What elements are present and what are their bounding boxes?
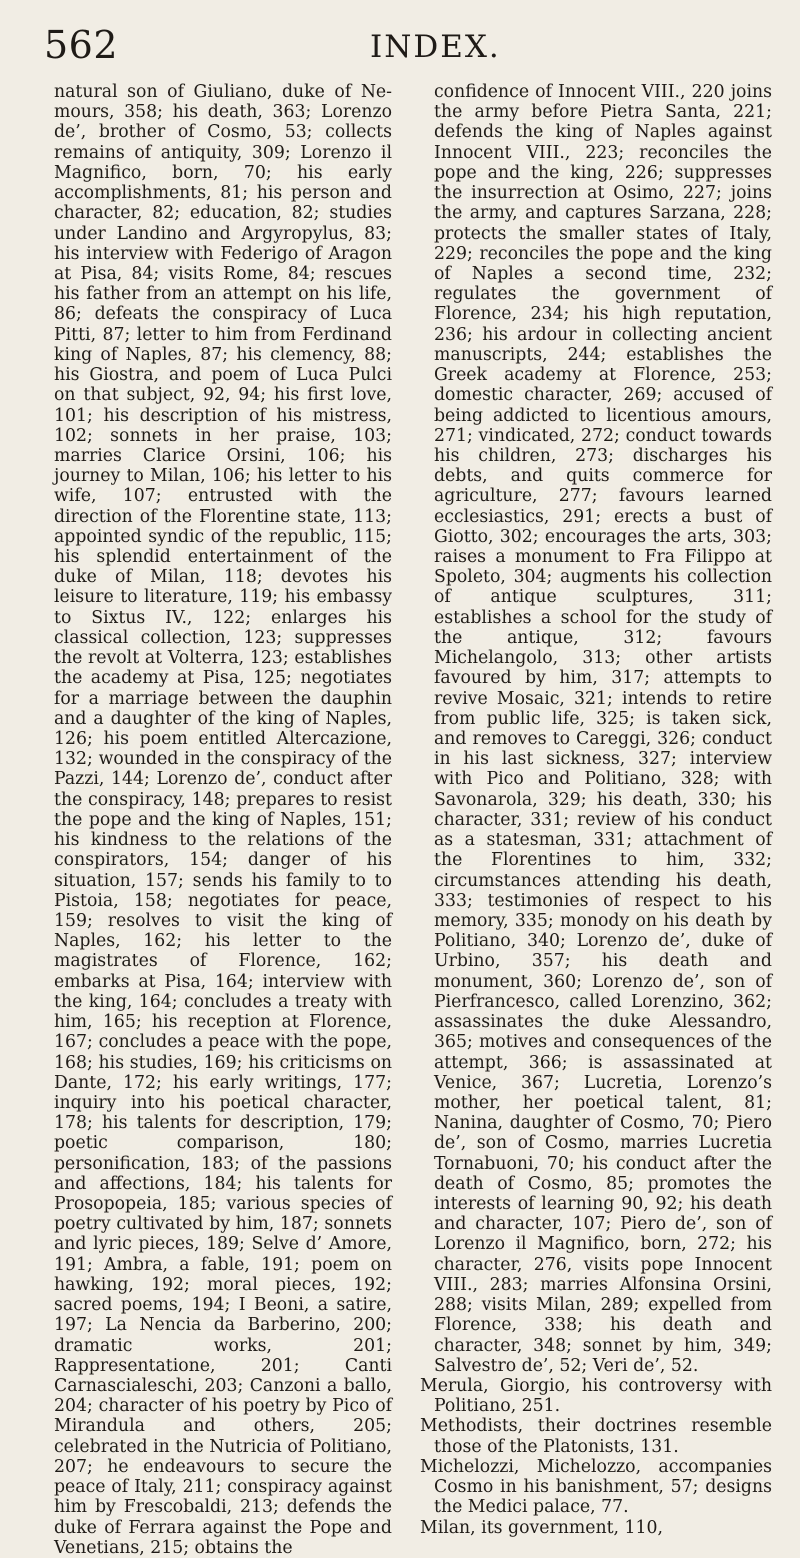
page-number: 562 xyxy=(44,23,119,67)
index-entry: Merula, Giorgio, his controversy with Politiano, 251. xyxy=(420,1376,772,1417)
running-head: INDEX. xyxy=(370,29,501,65)
index-entry: Michelozzi, Michelozzo, accompanies Cosmo in his banishment, 57; designs the Medici palace, 77. xyxy=(420,1456,772,1518)
index-columns xyxy=(40,82,772,1558)
left-column xyxy=(40,82,392,1558)
index-entry: natural son of Giuliano, duke of Ne-mours, 358; his death, 363; Lorenzo de’, brother of Cosmo, 53; collects remains of antiquity, 309; Lorenzo il Magnifico, born, 70; his early accomplishments, 81; his person and character, 82; education, 82; studies under Landino and Argyropylus, 83; his interview with Federigo of Aragon at Pisa, 84; visits Rome, 84; rescues his father from an attempt on his life, 86; defeats the conspiracy of Luca Pitti, 87; letter to him from Ferdinand king of Naples, 87; his clemency, 88; his Giostra, and poem of Luca Pulci on that subject, 92, 94; his first love, 101; his description of his mistress, 102; sonnets in her praise, 103; marries Clarice Orsini, 106; his journey to Milan, 106; his letter to his wife, 107; entrusted with the direction of the Florentine state, 113; appointed syndic of the republic, 115; his splendid entertainment of the duke of Milan, 118; devotes his leisure to literature, 119; his embassy to Sixtus IV., 122; enlarges his classical collection, 123; suppresses the revolt at Volterra, 123; establishes the academy at Pisa, 125; negotiates for a marriage between the dauphin and a daughter of the king of Naples, 126; his poem entitled Altercazione, 132; wounded in the conspiracy of the Pazzi, 144; Lorenzo de’, conduct after the conspiracy, 148; prepares to resist the pope and the king of Naples, 151; his kindness to the relations of the conspirators, 154; danger of his situation, 157; sends his family to to Pistoia, 158; negotiates for peace, 159; resolves to visit the king of Naples, 162; his letter to the magistrates of Florence, 162; embarks at Pisa, 164; interview with the king, 164; concludes a treaty with him, 165; his reception at Florence, 167; concludes a peace with the pope, 168; his studies, 169; his criticisms on Dante, 172; his early writings, 177; inquiry into his poetical character, 178; his talents for description, 179; poetic comparison, 180; personification, 183; of the passions and affections, 184; his talents for Prosopopeia, 185; various species of poetry cultivated by him, 187; sonnets and lyric pieces, 189; Selve d’ Amore, 191; Ambra, a fable, 191; poem on hawking, 192; moral pieces, 192; sacred poems, 194; I Beoni, a satire, 197; La Nencia da Barberino, 200; dramatic works, 201; Rappresentatione, 201; Canti Carnascialeschi, 203; Canzoni a ballo, 204; character of his poetry by Pico of Mirandula and others, 205; celebrated in the Nutricia of Politiano, 207; he endeavours to secure the peace of Italy, 211; conspiracy against him by Frescobaldi, 213; defends the duke of Ferrara against the Pope and Venetians, 215; obtains the xyxy=(54,82,392,1558)
right-column xyxy=(420,82,772,1538)
index-entry: Methodists, their doctrines resemble those of the Platonists, 131. xyxy=(420,1416,772,1457)
index-entry: Milan, its government, 110, xyxy=(420,1517,664,1538)
index-entry: confidence of Innocent VIII., 220 joins the army before Pietra Santa, 221; defends the king of Naples against Innocent VIII., 223; reconciles the pope and the king, 226; suppresses the insurrection at Osimo, 227; joins the army, and captures Sarzana, 228; protects the smaller states of Italy, 229; reconciles the pope and the king of Naples a second time, 232; regulates the government of Florence, 234; his high reputation, 236; his ardour in collecting ancient manuscripts, 244; establishes the Greek academy at Florence, 253; domestic character, 269; accused of being addicted to licentious amours, 271; vindicated, 272; conduct towards his children, 273; discharges his debts, and quits commerce for agriculture, 277; favours learned ecclesiastics, 291; erects a bust of Giotto, 302; encourages the arts, 303; raises a monument to Fra Filippo at Spoleto, 304; augments his collection of antique sculptures, 311; establishes a school for the study of the antique, 312; favours Michelangolo, 313; other artists favoured by him, 317; attempts to revive Mosaic, 321; intends to retire from public life, 325; is taken sick, and removes to Careggi, 326; conduct in his last sickness, 327; interview with Pico and Politiano, 328; with Savonarola, 329; his death, 330; his character, 331; review of his conduct as a statesman, 331; attachment of the Florentines to him, 332; circumstances attending his death, 333; testimonies of respect to his memory, 335; monody on his death by Politiano, 340; Lorenzo de’, duke of Urbino, 357; his death and monument, 360; Lorenzo de’, son of Pierfrancesco, called Lorenzino, 362; assassinates the duke Alessandro, 365; motives and consequences of the attempt, 366; is assassinated at Venice, 367; Lucretia, Lorenzo’s mother, her poetical talent, 81; Nanina, daughter of Cosmo, 70; Piero de’, son of Cosmo, marries Lucretia Tornabuoni, 70; his conduct after the death of Cosmo, 85; promotes the interests of learning 90, 92; his death and character, 107; Piero de’, son of Lorenzo il Magnifico, born, 272; his character, 276, visits pope Innocent VIII., 283; marries Alfonsina Orsini, 288; visits Milan, 289; expelled from Florence, 338; his death and character, 348; sonnet by him, 349; Salvestro de’, 52; Veri de’, 52. xyxy=(434,82,772,1376)
page-header xyxy=(40,24,772,82)
